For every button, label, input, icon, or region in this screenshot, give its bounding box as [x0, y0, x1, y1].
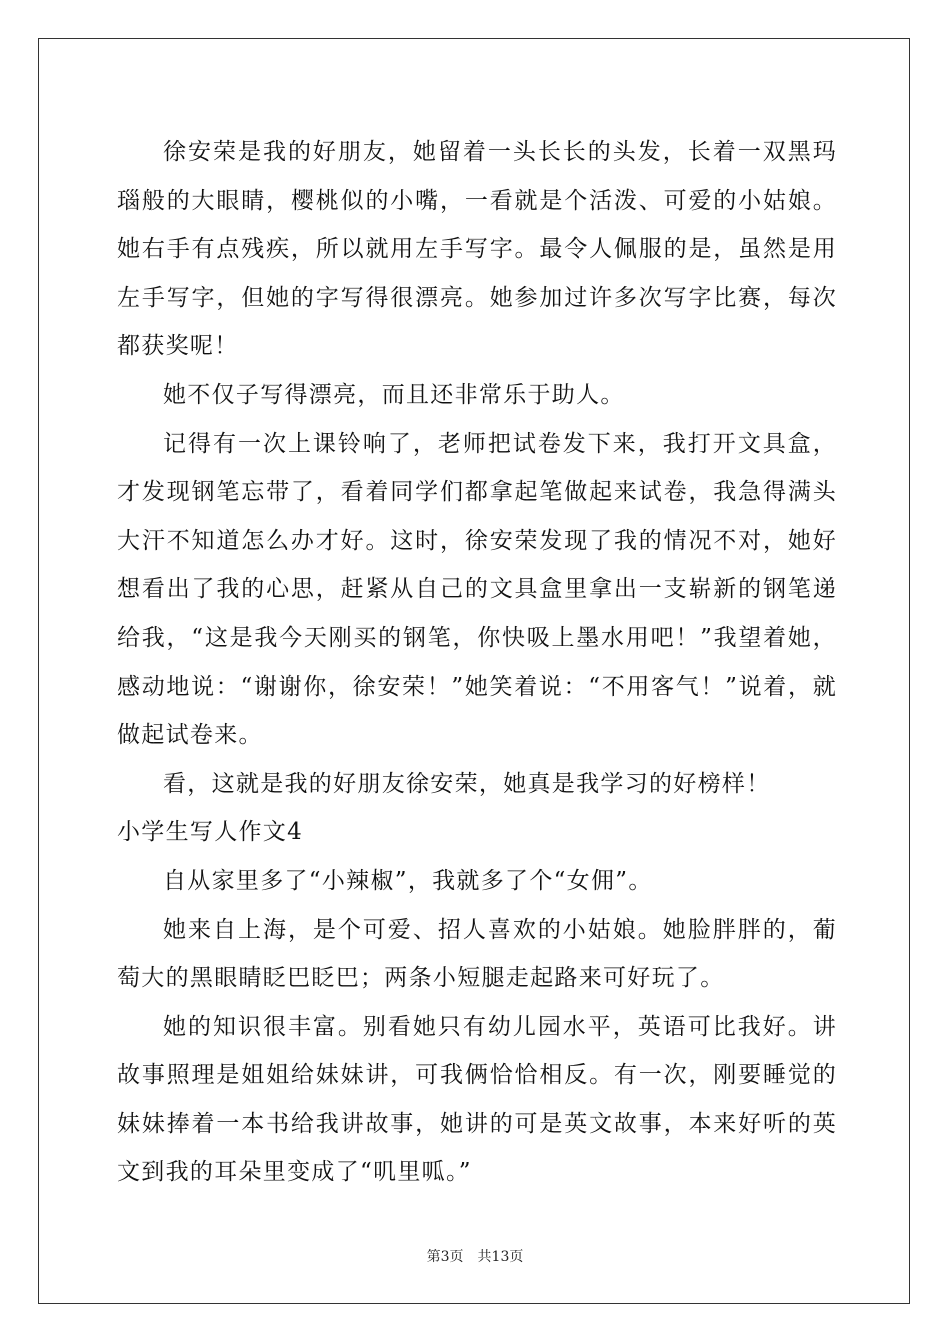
paragraph: 自从家里多了“小辣椒”，我就多了个“女佣”。 — [163, 867, 653, 894]
section-heading: 小学生写人作文4 — [117, 819, 304, 846]
page-number: 第3页 — [426, 1249, 464, 1265]
paragraph: 徐安荣是我的好朋友，她留着一头长长的头发，长着一双黑玛瑙般的大眼睛，樱桃似的小嘴，一看就是个活泼、可爱的小姑娘。她右手有点残疾，所以就用左手写字。最令人佩服的是，虽然是用左手写字，但她的字写得很漂亮。她参加过许多次写字比赛，每次都获奖呢！ — [117, 139, 837, 360]
document-body — [117, 128, 837, 1197]
paragraph: 她不仅子写得漂亮，而且还非常乐于助人。 — [163, 381, 625, 408]
paragraph: 看，这就是我的好朋友徐安荣，她真是我学习的好榜样！ — [163, 770, 771, 797]
page-total: 共13页 — [477, 1249, 524, 1265]
paragraph: 她的知识很丰富。别看她只有幼儿园水平，英语可比我好。讲故事照理是姐姐给妹妹讲，可我俩恰恰相反。有一次，刚要睡觉的妹妹捧着一本书给我讲故事，她讲的可是英文故事，本来好听的英文到我的耳朵里变成了“叽里呱。” — [117, 1013, 837, 1186]
page-footer — [0, 1246, 950, 1266]
paragraph: 记得有一次上课铃响了，老师把试卷发下来，我打开文具盒，才发现钢笔忘带了，看着同学们都拿起笔做起来试卷，我急得满头大汗不知道怎么办才好。这时，徐安荣发现了我的情况不对，她好想看出了我的心思，赶紧从自己的文具盒里拿出一支崭新的钢笔递给我，“这是我今天刚买的钢笔，你快吸上墨水用吧！”我望着她，感动地说：“谢谢你，徐安荣！”她笑着说：“不用客气！”说着，就做起试卷来。 — [117, 430, 837, 749]
paragraph: 她来自上海，是个可爱、招人喜欢的小姑娘。她脸胖胖的，葡萄大的黑眼睛眨巴眨巴；两条小短腿走起路来可好玩了。 — [117, 916, 837, 992]
